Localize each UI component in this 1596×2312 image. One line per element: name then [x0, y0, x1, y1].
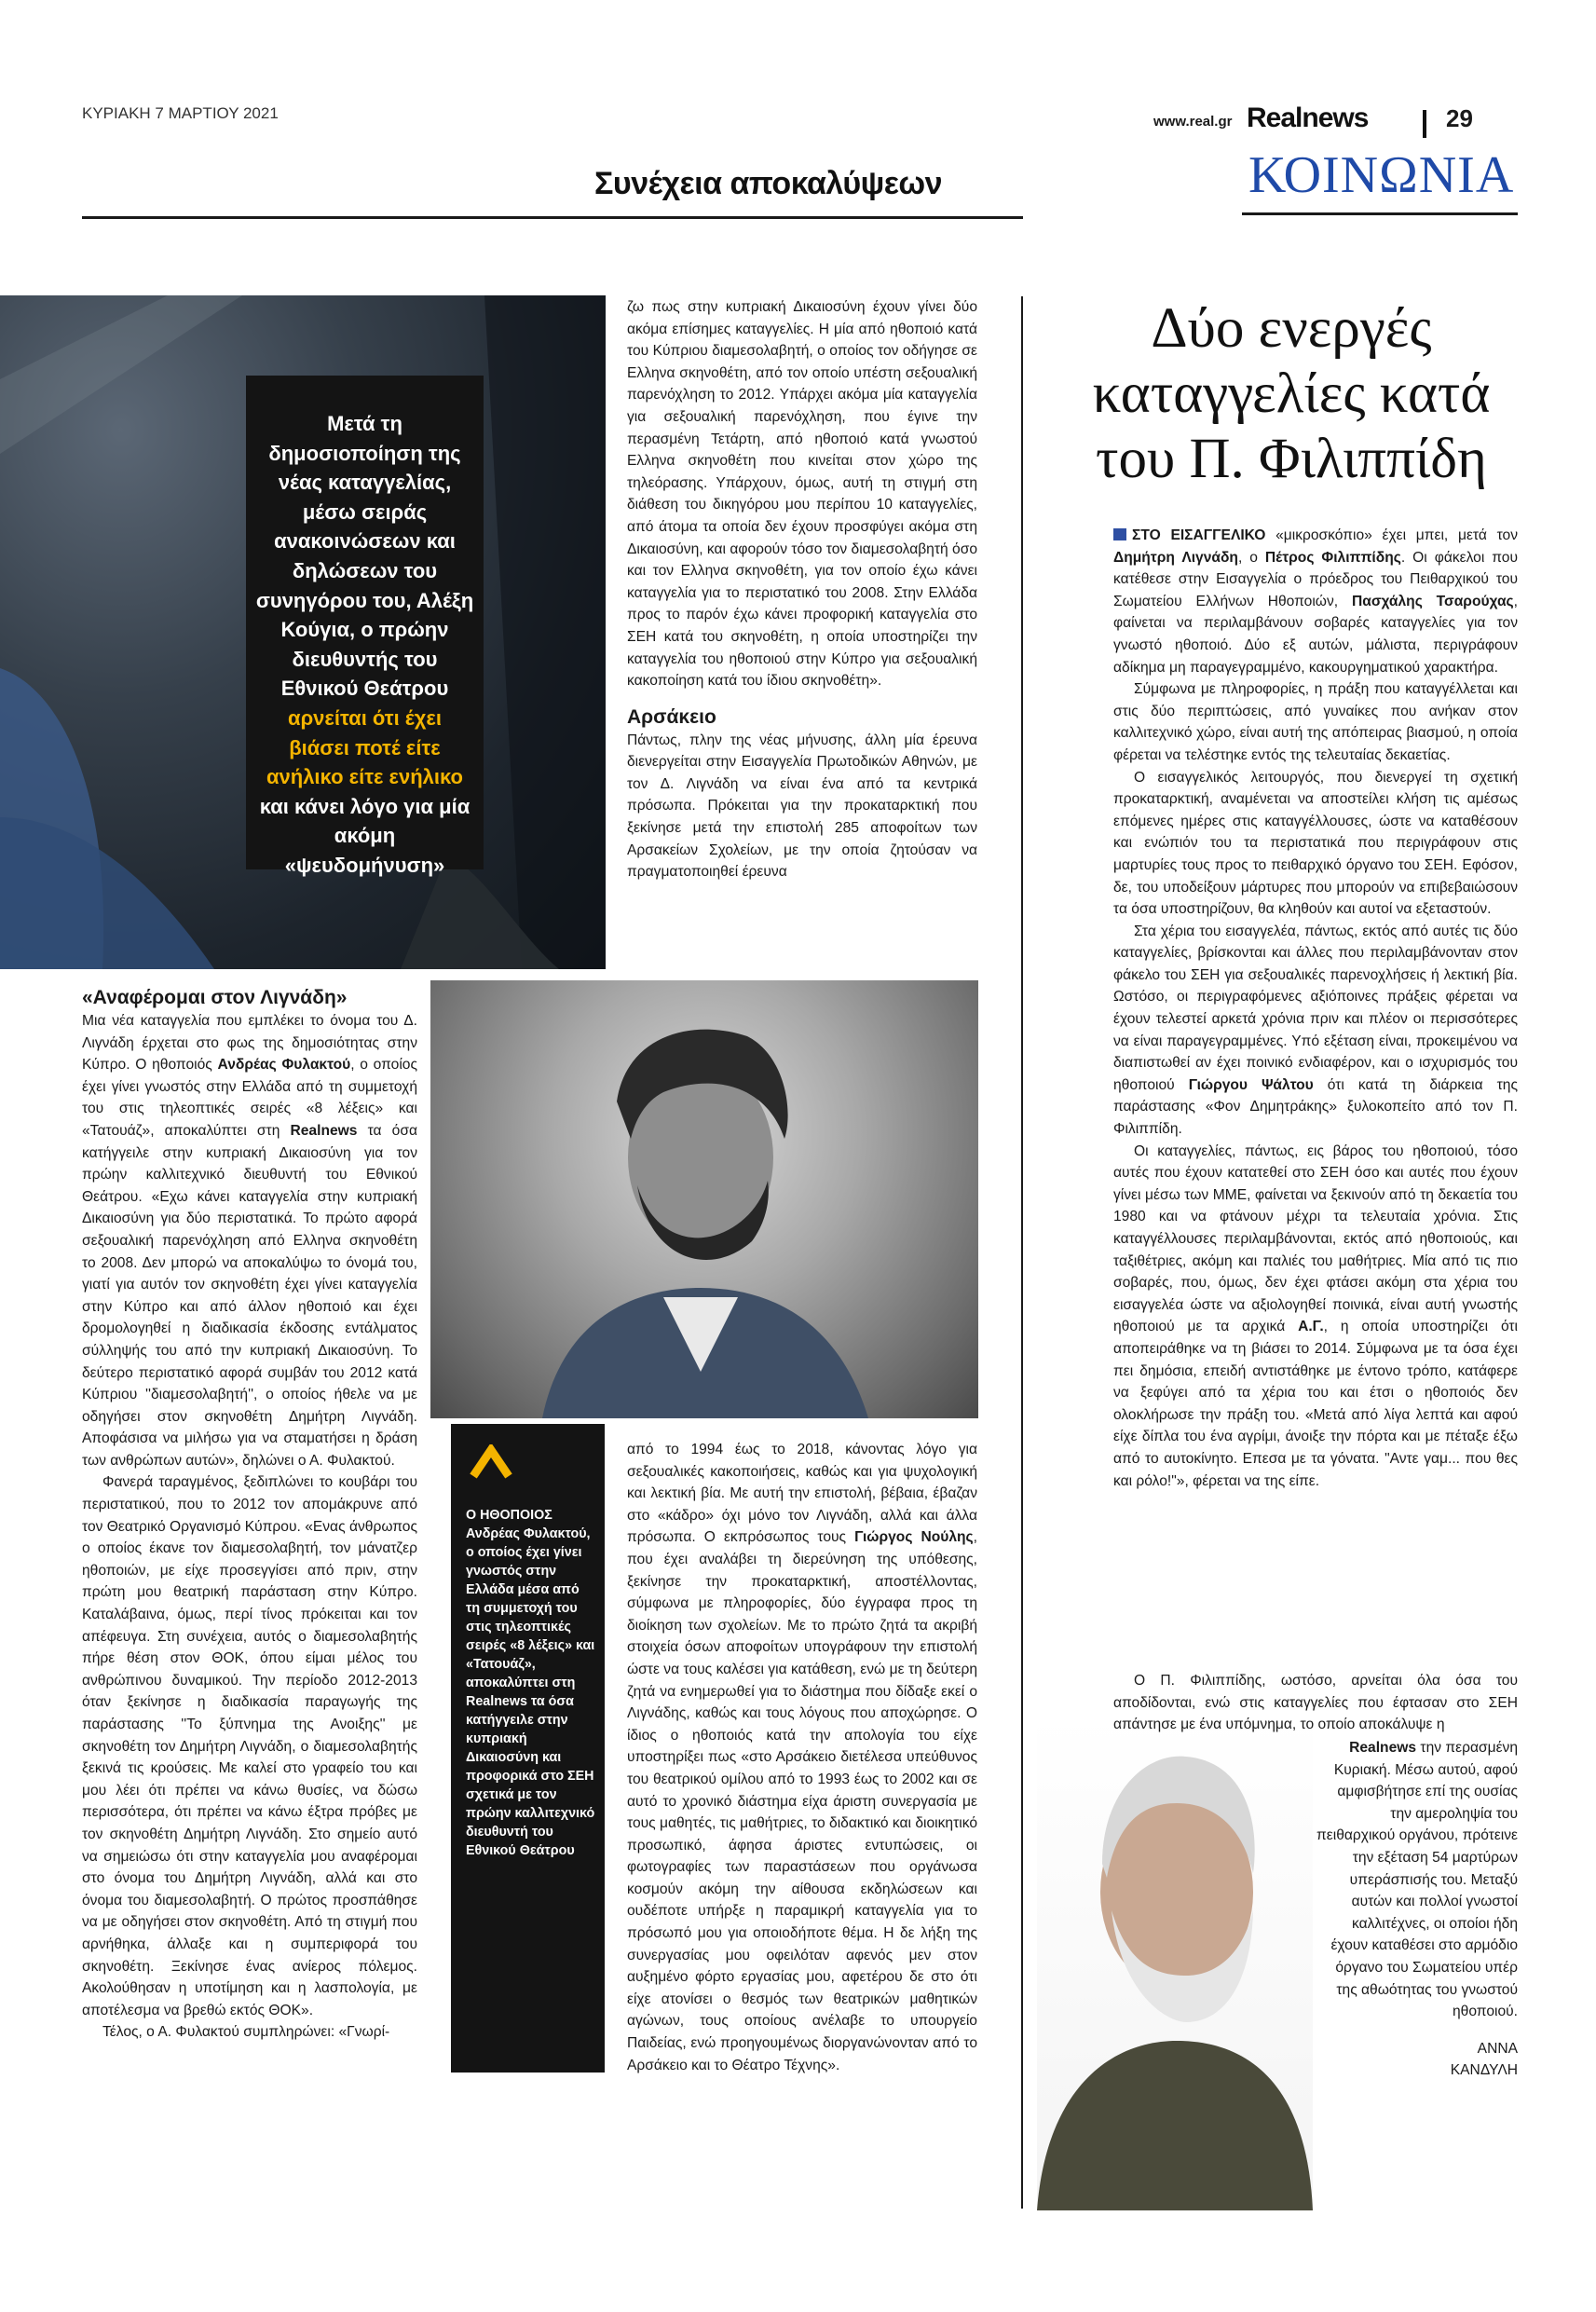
left-p2: Φανερά ταραγμένος, ξεδιπλώνει το κουβάρι του περιστατικού, που το 2012 τον απομάκρυνε από τον Θεατρικό Οργανισμό Κύπρου. «Ενας άνθρωπος ο οποίος έκανε τον διαμεσολαβητή, τον μάνατζερ ηθοποιών, με είχε προσεγγίσει από πριν, στην πρώτη μου θεατρική παράσταση στην Κύπρο. Καταλάβαινα, όμως, περί τίνος πρόκειται και τον απέφευγα. Στη συνέχεια, αυτός ο διαμεσολαβητής πήρε θέση στον ΘΟΚ, όπου είμαι μέλος του ανθρώπινου δυναμικού. Την περίοδο 2012-2013 όταν ξεκίνησε η διαδικασία παραγωγής της παράστασης ''Το ξύπνημα της Ανοιξης'' με σκηνοθέτη τον Δημήτρη Λιγνάδη, ο διαμεσολαβητής ξεκινά τις κρούσεις. Με καλεί στο γραφείο του και μου λέει ότι πρέπει να κάνω θυσίες, να δώσω περισσότερα, ότι πρέπει να κάνω έξτρα πρόβες με τον σκηνοθέτη Δημήτρη Λιγνάδη. Στο σημείο αυτό να σημειώσω ότι στην καταγγελία μου αναφέρομαι στο όνομα του Δημήτρη Λιγνάδη, αλλά και στο όνομα του διαμεσολαβητή. Ο πρώτος προσπάθησε να με οδηγήσει στον σκηνοθέτη. Από τη στιγμή που αρνήθηκα, άλλαξε και η συμπεριφορά του σκηνοθέτη. Ξεκίνησε ένας ανίερος πόλεμος. Ακολούθησαν η υποτίμηση και η λασπολογία, με αποτέλεσμα να βρεθώ εκτός ΘΟΚ». — [82, 1474, 417, 2018]
pull-quote-end: και κάνει λόγο για μία ακόμη «ψευδομήνυση» — [259, 794, 471, 877]
left-p1b: , ο οποίος έχει γίνει γνωστός στην Ελλάδα από τη συμμετοχή του στις τηλεοπτικές σειρές «8 λέξεις» και «Τατουάζ», αποκαλύπτει στη — [82, 1057, 417, 1139]
header-rule — [82, 216, 1023, 219]
left-p3: Τέλος, ο Α. Φυλακτού συμπληρώνει: «Γνωρί- — [102, 2024, 390, 2041]
right-p4b: ότι κατά τη διάρκεια της παράστασης «Φον Δημητράκης» ξυλοκοπείτο από τον Π. Φιλιππίδη. — [1113, 1076, 1518, 1138]
header-rule-right — [1242, 212, 1518, 215]
name-tsarouchas: Πασχάλης Τσαρούχας — [1352, 593, 1514, 609]
right-p4a: Στα χέρια του εισαγγελέα, πάντως, εκτός από αυτές τις δύο καταγγελίες, βρίσκονται και άλλες που περιλαμβάνονταν στον φάκελο του ΣΕΗ για σεξουαλικές παρενοχλήσεις ή λεκτική βία. Ωστόσο, οι περιγραφόμενες αξιόποινες πράξεις φέρεται να έχουν τελεστεί αρκετά χρόνια πριν και πλέον οι περισσότερες να είναι παραγεγραμμένες. Υπό εξέταση είναι, προκειμένου να διαπιστωθεί αν έχει ποινικό ενδιαφέρον, και ο ισχυρισμός του ηθοποιού — [1113, 923, 1518, 1093]
actor-photo — [430, 980, 978, 1418]
brand-mention-2: Realnews — [1349, 1740, 1417, 1756]
middle-column-text: ζω πως στην κυπριακή Δικαιοσύνη έχουν γίνει δύο ακόμα επίσημες καταγγελίες. Η μία από ηθοποιό κατά του Κύπριου διαμεσολαβητή, ο οποίος τον οδήγησε σε Ελληνα σκηνοθέτη, από τον οποίο υπέστη σεξουαλική παρενόχληση το 2012. Υπάρχει ακόμα μία καταγγελία για σεξουαλική παρενόχληση, που έγινε την περασμένη Τετάρτη, από ηθοποιό κατά γνωστού Ελληνα σκηνοθέτη που κινείται στον χώρο της τηλεόρασης. Υπάρχουν, όμως, αυτή τη στιγμή στη διάθεση του δικηγόρου μου περίπου 10 καταγγελίες, από άτομα τα οποία δεν έχουν προσφύγει ακόμα στη Δικαιοσύνη, και αφορούν τόσο τον διαμεσολαβητή όσο και τον Ελληνα σκηνοθέτη, για τον οποίο έχω κάνει καταγγελία για το περιστατικό του 2008. Στην Ελλάδα προς το παρόν έχω κάνει προφορική καταγγελία στο ΣΕΗ κατά του σκηνοθέτη, η οποία υποστηρίζει την καταγγελία του ηθοποιού στην Κύπρο για σεξουαλική κακοποίηση κατά του ίδιου σκηνοθέτη». — [627, 299, 977, 690]
right-p1b: , ο — [1237, 549, 1258, 566]
name-filippidis: Πέτρος Φιλιππίδης — [1264, 549, 1401, 566]
lead-label: ΣΤΟ ΕΙΣΑΓΓΕΛΙΚΟ — [1132, 527, 1266, 543]
brand-mention: Realnews — [290, 1122, 358, 1139]
arsakeio-p3: , που έχει αναλάβει τη διερεύνηση της υπόθεσης, ξεκίνησε την προκαταρκτική, αποστέλλοντας, σύμφωνα με πληροφορίες, δύο έγγραφα προς τη διοίκηση των σχολείων. Με το πρώτο ζητά τα ακριβή στοιχεία όσων αποφοίτων υπογράφουν την επιστολή ώστε να τους καλέσει για κατάθεση, ενώ με τη δεύτερη ζητά να ενημερωθεί για το διάστημα που δίδαξε εκεί ο Λιγνάδης, καθώς και τους λόγους που αποχώρησε. Ο ίδιος ο ηθοποιός κατά την απολογία του είχε υποστηρίξει πως «στο Αρσάκειο διετέλεσα υπεύθυνος του θεατρικού ομίλου από το 1993 έως το 2002 και σε αυτό το χρονικό διάστημα είχα άριστη συνεργασία με τους μαθητές, τις μαθήτριες, το διδακτικό και διοικητικό προσωπικό, άφησα άριστες εντυπώσεις, οι φωτογραφίες των παραστάσεων που οργάνωσα κοσμούν ακόμη την αίθουσα εκδηλώσεων και ουδέποτε υπήρξε η παραμικρή καταγγελία για το πρόσωπό μου για οποιοδήποτε θέμα. Η δε λήξη της συνεργασίας μου οφειλόταν αφενός μεν στον αυξημένο φόρτο εργασίας μου, αφετέρου δε στο ότι είχε ατονίσει ο θεσμός των θεατρικών μαθητικών αγώνων, τους οποίους ανέλαβε το υπουργείο Παιδείας, ενώ προηγουμένως διοργανώνονταν από το Αρσάκειο και το Θέατρο Τέχνης». — [627, 1529, 977, 2073]
right-p3: Ο εισαγγελικός λειτουργός, που διενεργεί τη σχετική προκαταρκτική, αναμένεται να αποστείλει κλήση τις αμέσως επόμενες ημέρες στις καταγγέλλουσες, ώστε να καταθέσουν και ενώπιόν του τα περιστατικά που περιγράφουν στις μαρτυρίες τους προς το πειθαρχικό όργανο του ΣΕΗ. Εφόσον, δε, του υποδείξουν μάρτυρες που μπορούν να επιβεβαιώσουν τα όσα υποστηρίζουν, θα κληθούν και αυτοί να εξεταστούν. — [1113, 769, 1518, 918]
right-p6a: Ο Π. Φιλιππίδης, ωστόσο, αρνείται όλα όσα του αποδίδονται, ενώ στις καταγγελίες που έφτασαν στο ΣΕΗ απάντησε με ένα υπόμνημα, το οποίο αποκάλυψε η — [1113, 1673, 1518, 1733]
right-p1d: , φαίνεται να περιλαμβάνουν σοβαρές καταγγελίες για τον γνωστό ηθοποιό. Δύο εξ αυτών, μάλιστα, περιγράφουν αδίκημα μη παραγεγραμμένο, κακουργηματικού χαρακτήρα. — [1113, 593, 1519, 676]
name-lignadis: Δημήτρη Λιγνάδη — [1113, 549, 1238, 566]
author-first-name: ΑΝΝΑ — [1477, 2040, 1518, 2057]
subheading-arsakeio: Αρσάκειο — [627, 705, 716, 728]
right-p1a: «μικροσκόπιο» έχει μπει, μετά τον — [1275, 527, 1518, 543]
pull-quote-highlight: αρνείται ότι έχει βιάσει ποτέ είτε ανήλικο είτε ενήλικο — [266, 705, 463, 789]
name-fylaktou: Ανδρέας Φυλακτού — [217, 1057, 351, 1074]
brand-logo: Realnews — [1247, 103, 1369, 133]
initials-ag: Α.Γ. — [1298, 1319, 1324, 1335]
right-p1c: . Οι φάκελοι που κατέθεσε στην Εισαγγελία ο πρόεδρος του Πειθαρχικού του Σωματείου Ελλήνων Ηθοποιών, — [1113, 549, 1518, 609]
caption-box — [451, 1424, 605, 2073]
header-site[interactable]: www.real.gr — [1153, 114, 1233, 130]
left-p1c: τα όσα κατήγγειλε στην κυπριακή Δικαιοσύνη για τον πρώην καλλιτεχνικό διευθυντή του Εθνικού Θεάτρου. «Εχω κάνει καταγγελία στην κυπριακή Δικαιοσύνη για δύο περιστατικά. Το πρώτο αφορά σεξουαλική παρενόχληση από Ελληνα σκηνοθέτη το 2008. Δεν μπορώ να αποκαλύψω το όνομά του, γιατί για αυτόν τον σκηνοθέτη έχει γίνει καταγγελία στην Κύπρο και από άλλον ηθοποιό και έχει δρομολογηθεί η διαδικασία έκδοσης εντάλματος σύλληψής του από την κυπριακή Δικαιοσύνη. Το δεύτερο περιστατικό αφορά συμβάν του 2012 κατά Κύπριου ''διαμεσολαβητή'', ο οποίος ήθελε να με οδηγήσει στον σκηνοθέτη Δημήτρη Λιγνάδη. Αποφάσισα να μιλήσω για να σταματήσει η δράση των ανθρώπων αυτών», δηλώνει ο Α. Φυλακτού. — [82, 1122, 417, 1469]
right-p2: Σύμφωνα με πληροφορίες, η πράξη που καταγγέλλεται και στις δύο περιπτώσεις, από γυναίκες που ανήκαν στον καλλιτεχνικό χώρο, είναι αυτή της απόπειρας βιασμού, η οποία φέρεται να τελέστηκε εντός της τελευταίας δεκαετίας. — [1113, 681, 1518, 763]
chevron-up-icon — [470, 1444, 512, 1486]
left-p1a: Μια νέα καταγγελία που εμπλέκει το όνομα του Δ. Λιγνάδη έρχεται στο φως της δημοσιότητας στην Κύπρο. Ο ηθοποιός — [82, 1013, 417, 1074]
header-divider — [1423, 110, 1426, 138]
subheading-lignadis: «Αναφέρομαι στον Λιγνάδη» — [82, 987, 348, 1008]
section-kicker: Συνέχεια αποκαλύψεων — [594, 166, 942, 201]
author-byline — [1316, 2038, 1518, 2081]
feature-photo — [0, 295, 606, 969]
column-divider — [1021, 296, 1023, 2209]
caption-label: Ο ΗΘΟΠΟΙΟΣ — [466, 1508, 552, 1523]
author-last-name: ΚΑΝΔΥΛΗ — [1450, 2061, 1518, 2078]
filippidis-photo — [1037, 1715, 1313, 2210]
caption-text: Ανδρέας Φυλακτού, ο οποίος έχει γίνει γνωστός στην Ελλάδα μέσα από τη συμμετοχή του στις τηλεοπτικές σειρές «8 λέξεις» και «Τατουάζ», αποκαλύπτει στη Realnews τα όσα κατήγγειλε στην κυπριακή Δικαιοσύνη και προφορικά στο ΣΕΗ σχετικά με τον πρώην καλλιτεχνικό διευθυντή του Εθνικού Θεάτρου — [466, 1526, 595, 1858]
right-p6b: την περασμένη Κυριακή. Μέσω αυτού, αφού αμφισβήτησε επί της ουσίας την αμεροληψία του πειθαρχικού οργάνου, πρότεινε την εξέταση 54 μαρτύρων υπεράσπισής του. Μεταξύ αυτών και πολλοί γνωστοί καλλιτέχνες, οι οποίοι ήδη έχουν καταθέσει στο αρμόδιο όργανο του Σωματείου υπέρ της αθωότητας του γνωστού ηθοποιού. — [1316, 1740, 1518, 2020]
pull-quote-text: Μετά τη δημοσιοποίηση της νέας καταγγελίας, μέσω σειράς ανακοινώσεων και δηλώσεων του συνηγόρου του, Αλέξη Κούγια, ο πρώην διευθυντής του Εθνικού Θεάτρου — [255, 412, 474, 701]
pull-quote-box — [246, 376, 484, 877]
lead-square-icon — [1113, 528, 1126, 540]
name-psaltos: Γιώργου Ψάλτου — [1188, 1076, 1314, 1093]
section-label: ΚΟΙΝΩΝΙΑ — [1248, 146, 1515, 204]
header-date: ΚΥΡΙΑΚΗ 7 ΜΑΡΤΙΟΥ 2021 — [82, 104, 279, 122]
right-p5: Οι καταγγελίες, πάντως, εις βάρος του ηθοποιού, τόσο αυτές που έχουν κατατεθεί στο ΣΕΗ όσο και αυτές που έχουν γίνει μέσω των ΜΜΕ, φαίνεται να ξεκινούν από τη δεκαετία του 1980 και να φτάνουν μέχρι τα τελευταία χρόνια. Στις καταγγέλλουσες περιλαμβάνονται, εκτός από ηθοποιούς, και ταξιθέτριες, ακόμη και παλιές του μαθήτριες. Μία από τις πιο σοβαρές, που, όμως, δεν έχει φτάσει ακόμη στα χέρια του εισαγγελέα ώστε να αξιολογηθεί ποινικά, είναι αυτή γνωστής ηθοποιού με τα αρχικά — [1113, 1142, 1518, 1335]
page-number: 29 — [1446, 104, 1473, 132]
article-headline: Δύο ενεργές καταγγελίες κατά του Π. Φιλιππίδη — [1092, 297, 1491, 490]
name-noulis: Γιώργος Νούλης — [854, 1529, 974, 1546]
arsakeio-paragraph: Πάντως, πλην της νέας μήνυσης, άλλη μία έρευνα διενεργείται στην Εισαγγελία Πρωτοδικών Αθηνών, με τον Δ. Λιγνάδη να είναι ένα από τα κεντρικά πρόσωπα. Πρόκειται για την προκαταρκτική που ξεκίνησε μετά την επιστολή 285 αποφοίτων των Αρσακείων Σχολείων, με την οποία ζητούσαν να πραγματοποιηθεί έρευνα — [627, 732, 977, 881]
right-p5b: , η οποία υποστηρίζει ότι αποπειράθηκε να τη βιάσει το 2014. Σύμφωνα με τα όσα έχει πει δημόσια, επειδή αντιστάθηκε με έντονο τρόπο, κατάφερε να ξεφύγει από τα χέρια του και έτσι ο ηθοποιός δεν ολοκλήρωσε την πράξη του. «Μετά από λίγα λεπτά και αφού είχε δίπλα του ένα αγρίμι, άνοιξε την πόρτα και με πέταξε έξω από το αυτοκίνητο. Επεσα με τα γόνατα. "Αντε γαμ... που θες και ρόλο!"», φέρεται να της είπε. — [1113, 1319, 1519, 1489]
arsakeio-p2: από το 1994 έως το 2018, κάνοντας λόγο για σεξουαλικές κακοποιήσεις, καθώς και για ψυχολογική και λεκτική βία. Με αυτή την επιστολή, βέβαια, έβαζαν στο «κάδρο» όχι μόνο τον Λιγνάδη, αλλά και άλλα πρόσωπα. Ο εκπρόσωπος τους — [627, 1442, 977, 1546]
